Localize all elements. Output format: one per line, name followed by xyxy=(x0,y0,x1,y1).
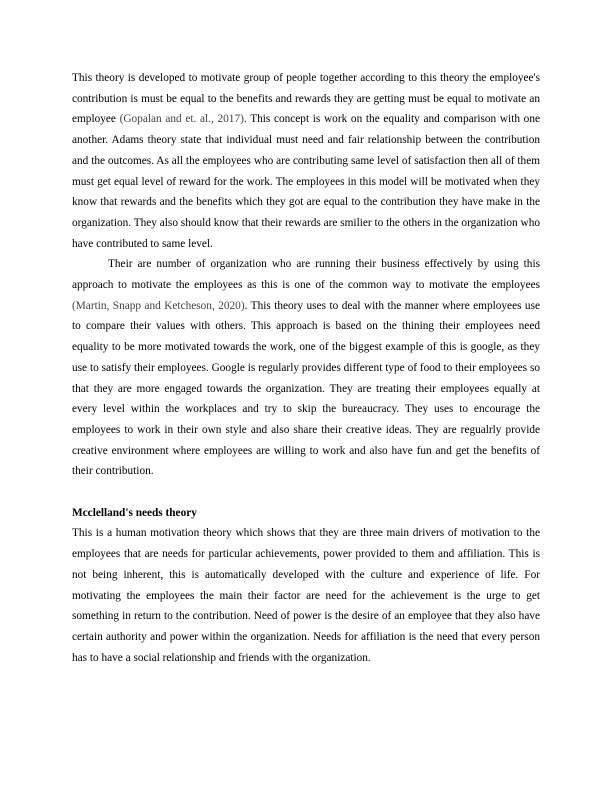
paragraph-equity-theory xyxy=(72,68,540,254)
document-page xyxy=(72,68,540,668)
paragraph-text: Their are number of organization who are running their business effectively by using this approach to motivate the employees as this is one of the common way to motivate the employees xyxy=(72,258,540,292)
section-heading: Mcclelland's needs theory xyxy=(72,506,197,519)
citation-gopalan: (Gopalan and et. al., 2017) xyxy=(119,113,244,126)
citation-martin: (Martin, Snapp and Ketcheson, 2020) xyxy=(72,299,245,312)
paragraph-mcclelland: This is a human motivation theory which shows that they are three main drivers of motivation to the employees that are needs for particular achievements, power provided to them and affiliation. This is not being inherent, this is automatically developed with the culture and experience of life. For motivating the employees the main their factor are need for the achievement is the urge to get something in return to the contribution. Need of power is the desire of an employee that they also have certain authority and power within the organization. Needs for affiliation is the need that every person has to have a social relationship and friends with the organization. xyxy=(72,527,540,664)
paragraph-text: This theory is developed to motivate group of people together according to this theory the employee's contribution is must be equal to the benefits and rewards they are getting must be equal to motivate an employee xyxy=(72,72,540,126)
paragraph-text: . This theory uses to deal with the manner where employees use to compare their values with others. This approach is based on the thining their employees need equality to be more motivated towards the work, one of the biggest example of this is google, as they use to satisfy their employees. Google is regularly provides different type of food to their employees so that they are more engaged towards the organization. They are treating their employees equally at every level within the workplaces and try to skip the bureaucracy. They uses to encourage the employees to work in their own style and also share their creative ideas. They are regualrly provide creative environment where employees are willing to work and also have fun and get the benefits of their contribution. xyxy=(72,299,540,478)
paragraph-text: . This concept is work on the equality and comparison with one another. Adams theory state that individual must need and fair relationship between the contribution and the outcomes. As all the employees who are contributing same level of satisfaction then all of them must get equal level of reward for the work. The employees in this model will be motivated when they know that rewards and the benefits which they got are equal to the contribution they have make in the organization. They also should know that their rewards are smilier to the others in the organization who have contributed to same level. xyxy=(72,113,540,250)
paragraph-google-example xyxy=(72,254,540,482)
